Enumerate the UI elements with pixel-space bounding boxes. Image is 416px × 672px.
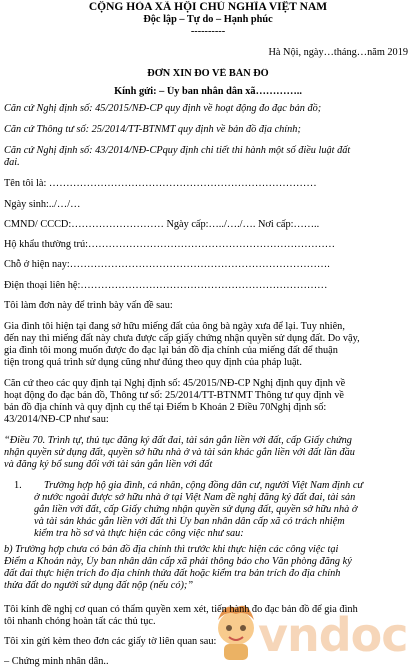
legal-basis-1: Căn cứ Nghị định số: 45/2015/NĐ-CP quy định về hoạt động đo đạc bản đồ; bbox=[4, 103, 322, 114]
quote-line: và đăng ký bổ sung đối với tài sản gắn liền với đất bbox=[4, 459, 213, 470]
nation-heading: CỘNG HÒA XÃ HỘI CHỦ NGHĨA VIỆT NAM bbox=[88, 1, 328, 13]
field-full-name: Tên tôi là: …………………………………………………………………… bbox=[4, 178, 317, 189]
closing-line: Tôi kính đề nghị cơ quan có thẩm quyền xem xét, tiến hành đo đạc bản đồ để gia đình bbox=[4, 604, 358, 615]
para2-line: 43/2014/NĐ-CP như sau: bbox=[4, 414, 109, 425]
para1-line: đến nay thì miếng đất này chưa được cấp giấy chứng nhận quyền sử dụng đất. Do vậy, bbox=[4, 333, 360, 344]
para2-line: Căn cứ theo các quy định tại Nghị định số: 45/2015/NĐ-CP Nghị định quy định về bbox=[4, 378, 346, 389]
item-b-line: thửa đất do người sử dụng đất nộp (nếu có);” bbox=[4, 580, 194, 591]
para2-line: bản đồ địa chính và quy định cụ thể tại Điểm b Khoản 2 Điều 70Nghị định số: bbox=[4, 402, 327, 413]
recipient-line: Kính gửi: – Ủy ban nhân dân xã………….. bbox=[114, 86, 302, 97]
field-birth-date: Ngày sinh:../…/… bbox=[4, 199, 81, 210]
closing-line: Tôi xin gửi kèm theo đơn các giấy tờ liên quan sau: bbox=[4, 636, 217, 647]
para2-line: hoạt động đo đạc bản đồ, Thông tư số: 25/2014/TT-BTNMT Thông tư quy định về bbox=[4, 390, 344, 401]
attachment-item: – Chứng minh nhân dân.. bbox=[4, 656, 109, 667]
item-b-line: b) Trường hợp chưa có bản đồ địa chính thì trước khi thực hiện các công việc tại bbox=[4, 544, 339, 555]
list-item-line: và tài sản khác gắn liền với đất thì Ủy ban nhân dân cấp xã có trách nhiệm bbox=[34, 516, 345, 527]
field-permanent-address: Hộ khẩu thường trú:……………………………………………………………… bbox=[4, 239, 336, 250]
list-item-line: Trường hợp hộ gia đình, cá nhân, cộng đồng dân cư, người Việt Nam định cư bbox=[44, 480, 364, 491]
para1-line: gia đình tôi mong muốn được đo đạc lại bản đồ địa chính của miếng đất để thuận bbox=[4, 345, 338, 356]
date-line: Hà Nội, ngày…tháng…năm 2019 bbox=[268, 47, 408, 58]
item-b-line: đất đai thực hiện trích đo địa chính thửa đất hoặc kiểm tra bản trích đo địa chính bbox=[4, 568, 341, 579]
item-b-line: Điểm a Khoản này, Ủy ban nhân dân cấp xã phải thông báo cho Văn phòng đăng ký bbox=[4, 556, 352, 567]
motto-rule: ---------- bbox=[190, 26, 226, 37]
quote-line: “Điều 70. Trình tự, thủ tục đăng ký đất đai, tài sản gắn liền với đất, cấp Giấy chứng bbox=[4, 435, 352, 446]
field-id-card: CMND/ CCCD:……………………… Ngày cấp:…../…./…. Nơi cấp:…….. bbox=[4, 219, 320, 230]
list-number: 1. bbox=[14, 480, 22, 491]
list-item-line: gắn liền với đất, cấp Giấy chứng nhận quyền sử dụng đất, quyền sở hữu nhà ở bbox=[34, 504, 358, 515]
legal-basis-3: Căn cứ Nghị định số: 43/2014/NĐ-CPquy định chi tiết thi hành một số điều luật đất bbox=[4, 145, 351, 156]
intro-text: Tôi làm đơn này để trình bày vấn đề sau: bbox=[4, 300, 173, 311]
quote-line: nhận quyền sử dụng đất, quyền sở hữu nhà ở và tài sản khác gắn liền với đất lần đầu bbox=[4, 447, 355, 458]
legal-basis-2: Căn cứ Thông tư số: 25/2014/TT-BTNMT quy định về bản đồ địa chính; bbox=[4, 124, 301, 135]
para1-line: Gia đình tôi hiện tại đang sở hữu miếng đất của ông bà ngày xưa để lại. Tuy nhiên, bbox=[4, 321, 345, 332]
legal-basis-3-cont: đai. bbox=[4, 157, 20, 168]
list-item-line: ở nước ngoài được sở hữu nhà ở tại Việt Nam đề nghị đăng ký đất đai, tài sản bbox=[34, 492, 356, 503]
field-current-address: Chỗ ở hiện nay:…………………………………………………………………. bbox=[4, 259, 330, 270]
list-item-line: kiểm tra hồ sơ và thực hiện các công việc như sau: bbox=[34, 528, 244, 539]
document-title: ĐƠN XIN ĐO VẼ BẢN ĐỒ bbox=[147, 68, 269, 79]
field-phone: Điện thoại liên hệ:……………………………………………………………… bbox=[4, 280, 328, 291]
para1-line: tiện trong quá trình sử dụng cũng như đúng theo quy định của pháp luật. bbox=[4, 357, 302, 368]
closing-line: tôi nhanh chóng hoàn tất các thủ tục. bbox=[4, 616, 156, 627]
watermark-logo: vndoc bbox=[258, 608, 408, 662]
motto: Độc lập – Tự do – Hạnh phúc bbox=[143, 14, 273, 25]
